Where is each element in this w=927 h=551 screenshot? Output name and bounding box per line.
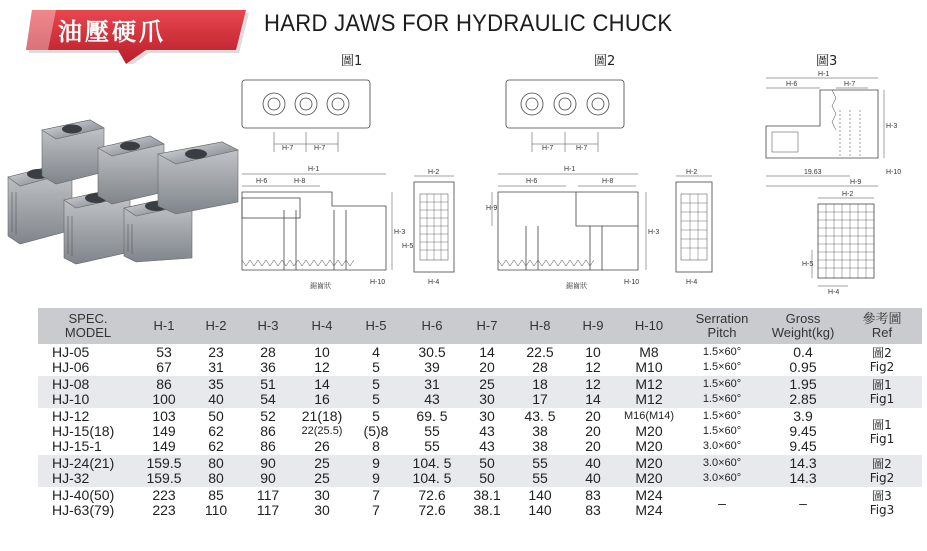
svg-text:H-5: H-5 <box>402 243 414 250</box>
h5-cell: 5 (5)8 8 <box>363 408 389 454</box>
svg-text:H-8: H-8 <box>602 178 614 185</box>
h7-cell: 50 50 <box>462 455 512 487</box>
header-row <box>38 308 922 344</box>
svg-text:H-9: H-9 <box>850 179 862 186</box>
h6-cell: 31 43 <box>402 376 462 408</box>
svg-text:H-1: H-1 <box>564 166 576 173</box>
svg-text:H-7: H-7 <box>314 145 326 152</box>
svg-text:H-10: H-10 <box>886 169 902 176</box>
h4-cell: 14 16 <box>294 376 350 408</box>
h8-cell: 18 17 <box>512 376 568 408</box>
column-header: Gross Weight(kg) <box>764 308 842 344</box>
column-header: SPEC. MODEL <box>38 308 138 344</box>
h2-cell: 35 40 <box>190 376 242 408</box>
h3-cell: 117 117 <box>256 487 280 518</box>
h3-cell: 90 90 <box>242 455 294 487</box>
weight-cell: 3.9 9.45 9.45 <box>789 408 817 454</box>
weight-cell: 0.4 0.95 <box>789 344 817 375</box>
pitch-cell: – <box>718 494 726 511</box>
svg-text:H-3: H-3 <box>886 123 898 130</box>
table-row <box>38 376 922 408</box>
h8-cell: 140 140 <box>528 487 552 518</box>
h9-cell: 20 20 20 <box>585 408 601 454</box>
figure-1-drawing <box>234 70 474 295</box>
ref-cell: 圖2 Fig2 <box>842 455 922 487</box>
svg-text:H-3: H-3 <box>394 229 406 236</box>
h3-cell: 51 54 <box>242 376 294 408</box>
h1-cell: 53 67 <box>156 344 172 375</box>
h2-cell: 80 80 <box>190 455 242 487</box>
h6-cell: 104. 5 104. 5 <box>402 455 462 487</box>
h9-cell: 12 14 <box>568 376 618 408</box>
weight-cell: 14.3 14.3 <box>764 455 842 487</box>
column-header: H-4 <box>294 308 350 344</box>
svg-text:H-7: H-7 <box>542 145 554 152</box>
svg-text:H-10: H-10 <box>624 279 640 286</box>
table-row <box>38 344 922 376</box>
h7-cell: 25 30 <box>462 376 512 408</box>
figure-3-drawing <box>758 70 918 300</box>
h10-cell: M16(M14) M20 M20 <box>623 410 675 454</box>
svg-text:H-7: H-7 <box>844 81 856 88</box>
h6-cell: 30.5 39 <box>418 344 446 375</box>
svg-text:鋸齒狀: 鋸齒狀 <box>566 283 587 290</box>
h1-cell: 86 100 <box>138 376 190 408</box>
pitch-cell: 3.0×60° 3.0×60° <box>680 455 764 487</box>
h7-cell: 38.1 38.1 <box>473 487 501 518</box>
model-cell: HJ-24(21) HJ-32 <box>38 455 138 487</box>
figure-3-label: 圖3 <box>816 54 838 69</box>
column-header: H-5 <box>350 308 402 344</box>
h3-cell: 28 36 <box>260 344 276 375</box>
h6-cell: 69. 5 55 55 <box>416 408 448 454</box>
h10-cell: M8 M10 <box>635 344 663 375</box>
spec-table-header <box>38 308 922 344</box>
ref-cell: 圖3 Fig3 <box>869 489 895 517</box>
badge-title-chinese: 油壓硬爪 <box>58 18 166 46</box>
h5-cell: 5 5 <box>350 376 402 408</box>
h6-cell: 72.6 72.6 <box>418 487 446 518</box>
column-header: 參考圖 Ref <box>842 308 922 344</box>
svg-text:H-8: H-8 <box>294 178 306 185</box>
h9-cell: 40 40 <box>568 455 618 487</box>
h1-cell: 223 223 <box>152 487 176 518</box>
svg-text:H-6: H-6 <box>256 178 268 185</box>
table-row <box>38 455 922 487</box>
h9-cell: 10 12 <box>585 344 601 375</box>
svg-text:H-4: H-4 <box>828 289 840 296</box>
model-cell: HJ-12 HJ-15(18) HJ-15-1 <box>52 408 115 454</box>
model-cell: HJ-08 HJ-10 <box>38 376 138 408</box>
ref-cell: 圖2 Fig2 <box>869 346 895 374</box>
table-row <box>38 408 922 455</box>
svg-text:H-2: H-2 <box>686 169 698 176</box>
ref-cell: 圖1 Fig1 <box>842 376 922 408</box>
h3-cell: 52 86 86 <box>260 408 276 454</box>
svg-text:H-9: H-9 <box>486 205 498 212</box>
ref-cell: 圖1 Fig1 <box>869 417 895 446</box>
svg-text:H-5: H-5 <box>802 261 814 268</box>
h10-cell: M20 M20 <box>618 455 680 487</box>
h2-cell: 85 110 <box>204 487 228 518</box>
column-header: H-1 <box>138 308 190 344</box>
svg-text:H-6: H-6 <box>786 81 798 88</box>
column-header: H-9 <box>568 308 618 344</box>
h4-cell: 30 30 <box>314 487 330 518</box>
svg-text:19.63: 19.63 <box>804 169 822 176</box>
h1-cell: 159.5 159.5 <box>138 455 190 487</box>
column-header: H-7 <box>462 308 512 344</box>
table-row <box>38 487 922 519</box>
pitch-cell: 1.5×60° 1.5×60° <box>680 376 764 408</box>
figure-2-drawing <box>486 70 716 295</box>
svg-text:H-3: H-3 <box>648 229 660 236</box>
svg-text:H-4: H-4 <box>428 279 440 286</box>
h2-cell: 50 62 62 <box>208 408 224 454</box>
h1-cell: 103 149 149 <box>152 408 176 454</box>
model-cell: HJ-05 HJ-06 <box>52 344 90 375</box>
model-cell: HJ-40(50) HJ-63(79) <box>52 487 115 518</box>
h8-cell: 22.5 28 <box>526 344 554 375</box>
h5-cell: 4 5 <box>372 344 380 375</box>
column-header: H-2 <box>190 308 242 344</box>
svg-text:H-2: H-2 <box>842 191 854 198</box>
svg-text:H-7: H-7 <box>576 145 588 152</box>
pitch-cell: 1.5×60° 1.5×60° <box>702 346 742 373</box>
svg-text:H-6: H-6 <box>526 178 538 185</box>
figure-2-label: 圖2 <box>594 54 616 69</box>
spec-table-body <box>38 344 922 519</box>
weight-cell: – <box>799 494 807 511</box>
h10-cell: M12 M12 <box>618 376 680 408</box>
spec-table <box>38 308 922 519</box>
h4-cell: 21(18) 22(25.5) 26 <box>301 408 343 454</box>
svg-text:H-7: H-7 <box>282 145 294 152</box>
svg-text:H-4: H-4 <box>686 279 698 286</box>
column-header: Serration Pitch <box>680 308 764 344</box>
svg-text:H-1: H-1 <box>308 166 320 173</box>
h7-cell: 14 20 <box>479 344 495 375</box>
h10-cell: M24 M24 <box>635 487 663 518</box>
h4-cell: 10 12 <box>314 344 330 375</box>
page-title: HARD JAWS FOR HYDRAULIC CHUCK <box>264 10 673 37</box>
h8-cell: 43. 5 38 38 <box>524 408 556 454</box>
h4-cell: 25 25 <box>294 455 350 487</box>
figure-1-label: 圖1 <box>341 54 363 69</box>
h9-cell: 83 83 <box>585 487 601 518</box>
weight-cell: 1.95 2.85 <box>764 376 842 408</box>
svg-text:鋸齒狀: 鋸齒狀 <box>310 283 331 290</box>
column-header: H-10 <box>618 308 680 344</box>
h8-cell: 55 55 <box>512 455 568 487</box>
h5-cell: 9 9 <box>350 455 402 487</box>
h7-cell: 30 43 43 <box>479 408 495 454</box>
h5-cell: 7 7 <box>372 487 380 518</box>
h2-cell: 23 31 <box>208 344 224 375</box>
svg-text:H-2: H-2 <box>428 169 440 176</box>
column-header: H-3 <box>242 308 294 344</box>
svg-text:H-10: H-10 <box>370 279 386 286</box>
hard-jaws-illustration <box>0 112 240 262</box>
svg-text:H-1: H-1 <box>818 71 830 78</box>
pitch-cell: 1.5×60° 1.5×60° 3.0×60° <box>702 410 742 452</box>
column-header: H-6 <box>402 308 462 344</box>
column-header: H-8 <box>512 308 568 344</box>
